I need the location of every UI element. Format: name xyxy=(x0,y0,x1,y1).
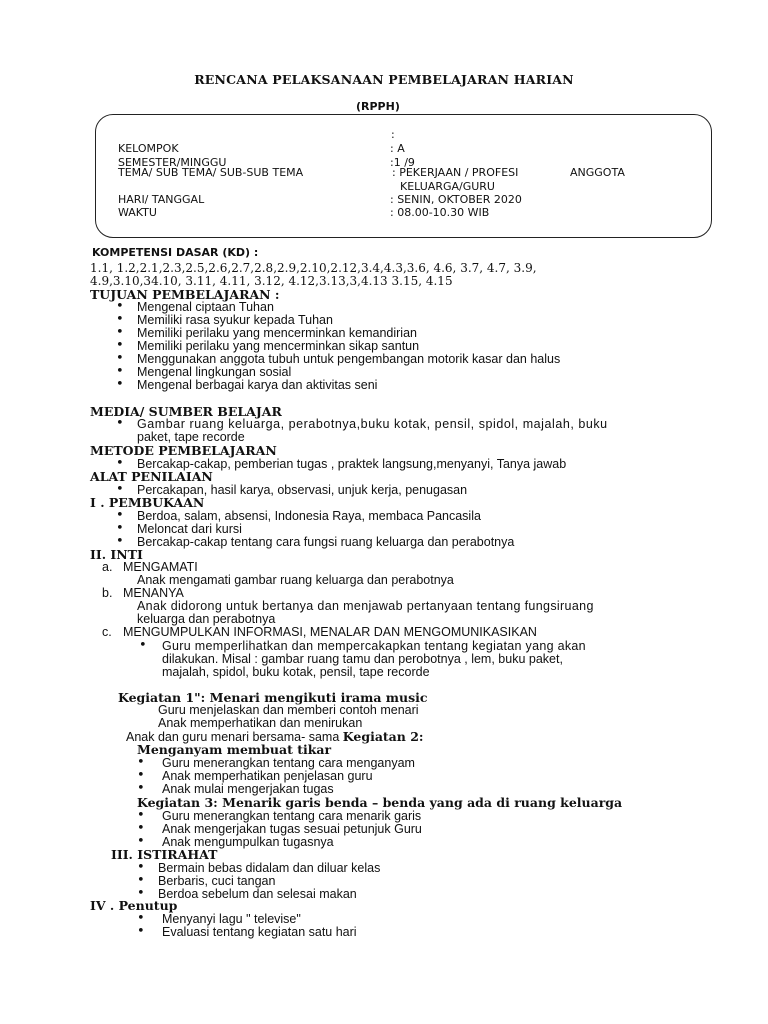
tujuan-item-7: Mengenal berbagai karya dan aktivitas seni xyxy=(137,378,378,392)
tujuan-item-1: Mengenal ciptaan Tuhan xyxy=(137,300,274,314)
tujuan-item-2: Memiliki rasa syukur kepada Tuhan xyxy=(137,313,333,327)
inti-heading: II. INTI xyxy=(90,547,143,562)
kegiatan3-title: Kegiatan 3: Menarik garis benda – benda yang ada di ruang keluarga xyxy=(137,795,623,810)
kegiatan2-item-3: Anak mulai mengerjakan tugas xyxy=(162,782,334,796)
inti-a-label: a. xyxy=(102,560,113,574)
inti-c-title: MENGUMPULKAN INFORMASI, MENALAR DAN MENGOMUNIKASIKAN xyxy=(123,625,537,639)
alat-bullet: • xyxy=(116,482,124,497)
tujuan-bullet-4: • xyxy=(116,338,124,353)
penutup-item-1: Menyanyi lagu " televise" xyxy=(162,912,301,926)
media-bullet: • xyxy=(116,416,124,431)
document-title: RENCANA PELAKSANAAN PEMBELAJARAN HARIAN xyxy=(194,72,574,87)
kegiatan2-bullet-3: • xyxy=(137,781,145,796)
inti-a-title: MENGAMATI xyxy=(123,560,198,574)
tujuan-item-3: Memiliki perilaku yang mencerminkan kemandirian xyxy=(137,326,417,340)
kegiatan1-title: Kegiatan 1": Menari mengikuti irama music xyxy=(118,690,428,705)
pembukaan-bullet-1: • xyxy=(116,508,124,523)
tujuan-heading: TUJUAN PEMBELAJARAN : xyxy=(90,287,280,302)
tujuan-bullet-6: • xyxy=(116,364,124,379)
tujuan-bullet-7: • xyxy=(116,377,124,392)
istirahat-bullet-1: • xyxy=(137,860,145,875)
kegiatan3-bullet-3: • xyxy=(137,834,145,849)
kd-heading: KOMPETENSI DASAR (KD) : xyxy=(92,246,259,259)
header-label-hari: HARI/ TANGGAL xyxy=(118,193,205,206)
inti-b-label: b. xyxy=(102,586,113,600)
alat-heading: ALAT PENILAIAN xyxy=(90,469,213,484)
kegiatan1-line-1: Guru menjelaskan dan memberi contoh menari xyxy=(158,703,419,717)
header-value-tema-line2: KELUARGA/GURU xyxy=(400,180,495,193)
inti-c-line-2: dilakukan. Misal : gambar ruang tamu dan perobotnya , lem, buku paket, xyxy=(162,652,563,666)
tujuan-item-5: Menggunakan anggota tubuh untuk pengembangan motorik kasar dan halus xyxy=(137,352,561,366)
media-line-1: Gambar ruang keluarga, perabotnya,buku kotak, pensil, spidol, majalah, buku xyxy=(137,417,608,431)
istirahat-bullet-3: • xyxy=(137,886,145,901)
inti-c-line-1: Guru memperlihatkan dan mempercakapkan tentang kegiatan yang akan xyxy=(162,639,586,653)
tujuan-item-6: Mengenal lingkungan sosial xyxy=(137,365,292,379)
header-value-tema-extra: ANGGOTA xyxy=(570,166,625,179)
kegiatan3-item-3: Anak mengumpulkan tugasnya xyxy=(162,835,334,849)
kegiatan2-bullet-1: • xyxy=(137,755,145,770)
header-label-semester: SEMESTER/MINGGU xyxy=(118,156,227,169)
kegiatan3-bullet-1: • xyxy=(137,808,145,823)
inti-c-line-3: majalah, spidol, buku kotak, pensil, tape recorde xyxy=(162,665,430,679)
inti-b-line-1: Anak didorong untuk bertanya dan menjawab pertanyaan tentang fungsiruang xyxy=(137,599,594,613)
pembukaan-bullet-3: • xyxy=(116,534,124,549)
istirahat-bullet-2: • xyxy=(137,873,145,888)
penutup-bullet-1: • xyxy=(137,911,145,926)
istirahat-item-3: Berdoa sebelum dan selesai makan xyxy=(158,887,357,901)
istirahat-item-2: Berbaris, cuci tangan xyxy=(158,874,276,888)
penutup-bullet-2: • xyxy=(137,924,145,939)
inti-c-label: c. xyxy=(102,625,112,639)
media-line-2: paket, tape recorde xyxy=(137,430,245,444)
header-label-tema: TEMA/ SUB TEMA/ SUB-SUB TEMA xyxy=(118,166,304,179)
kd-line-1: 1.1, 1.2,2.1,2.3,2.5,2.6,2.7,2.8,2.9,2.10,2.12,3.4,4.3,3.6, 4.6, 3.7, 4.7, 3.9, xyxy=(90,261,537,275)
header-top-colon: : xyxy=(391,128,395,141)
header-value-semester: :1 /9 xyxy=(390,156,415,169)
pembukaan-item-1: Berdoa, salam, absensi, Indonesia Raya, membaca Pancasila xyxy=(137,509,481,523)
pembukaan-item-2: Meloncat dari kursi xyxy=(137,522,242,536)
header-value-hari: : SENIN, OKTOBER 2020 xyxy=(390,193,522,206)
kegiatan1-line-3-text: Anak dan guru menari bersama- sama xyxy=(126,730,343,744)
pembukaan-heading: I . PEMBUKAAN xyxy=(90,495,205,510)
pembukaan-item-3: Bercakap-cakap tentang cara fungsi ruang keluarga dan perabotnya xyxy=(137,535,515,549)
inti-c-bullet: • xyxy=(139,638,147,653)
header-label-waktu: WAKTU xyxy=(118,206,157,219)
inti-b-line-2: keluarga dan perabotnya xyxy=(137,612,276,626)
tujuan-bullet-1: • xyxy=(116,299,124,314)
penutup-item-2: Evaluasi tentang kegiatan satu hari xyxy=(162,925,357,939)
kd-line-2: 4.9,3.10,34.10, 3.11, 4.11, 3.12, 4.12,3.13,3,4.13 3.15, 4.15 xyxy=(90,274,453,288)
alat-item: Percakapan, hasil karya, observasi, unjuk kerja, penugasan xyxy=(137,483,468,497)
tujuan-bullet-3: • xyxy=(116,325,124,340)
header-value-kelompok: : A xyxy=(390,142,405,155)
kegiatan2-item-2: Anak memperhatikan penjelasan guru xyxy=(162,769,373,783)
kegiatan2-item-1: Guru menerangkan tentang cara menganyam xyxy=(162,756,415,770)
istirahat-heading: III. ISTIRAHAT xyxy=(111,847,218,862)
media-heading: MEDIA/ SUMBER BELAJAR xyxy=(90,404,282,419)
tujuan-item-4: Memiliki perilaku yang mencerminkan sikap santun xyxy=(137,339,420,353)
header-label-kelompok: KELOMPOK xyxy=(118,142,179,155)
kegiatan1-line-2: Anak memperhatikan dan menirukan xyxy=(158,716,363,730)
inti-b-title: MENANYA xyxy=(123,586,184,600)
metode-bullet: • xyxy=(116,456,124,471)
istirahat-item-1: Bermain bebas didalam dan diluar kelas xyxy=(158,861,381,875)
pembukaan-bullet-2: • xyxy=(116,521,124,536)
metode-item: Bercakap-cakap, pemberian tugas , praktek langsung,menyanyi, Tanya jawab xyxy=(137,457,567,471)
inti-a-text: Anak mengamati gambar ruang keluarga dan perabotnya xyxy=(137,573,454,587)
kegiatan3-item-1: Guru menerangkan tentang cara menarik garis xyxy=(162,809,422,823)
document-subtitle: (RPPH) xyxy=(356,100,400,113)
header-value-waktu: : 08.00-10.30 WIB xyxy=(390,206,490,219)
kegiatan2-bullet-2: • xyxy=(137,768,145,783)
penutup-heading: IV . Penutup xyxy=(90,898,178,913)
tujuan-bullet-2: • xyxy=(116,312,124,327)
metode-heading: METODE PEMBELAJARAN xyxy=(90,443,277,458)
tujuan-bullet-5: • xyxy=(116,351,124,366)
kegiatan2-label: Kegiatan 2: xyxy=(342,729,424,744)
kegiatan2-title: Menganyam membuat tikar xyxy=(137,742,332,757)
header-value-tema: : PEKERJAAN / PROFESI xyxy=(392,166,519,179)
kegiatan3-bullet-2: • xyxy=(137,821,145,836)
kegiatan3-item-2: Anak mengerjakan tugas sesuai petunjuk Guru xyxy=(162,822,422,836)
